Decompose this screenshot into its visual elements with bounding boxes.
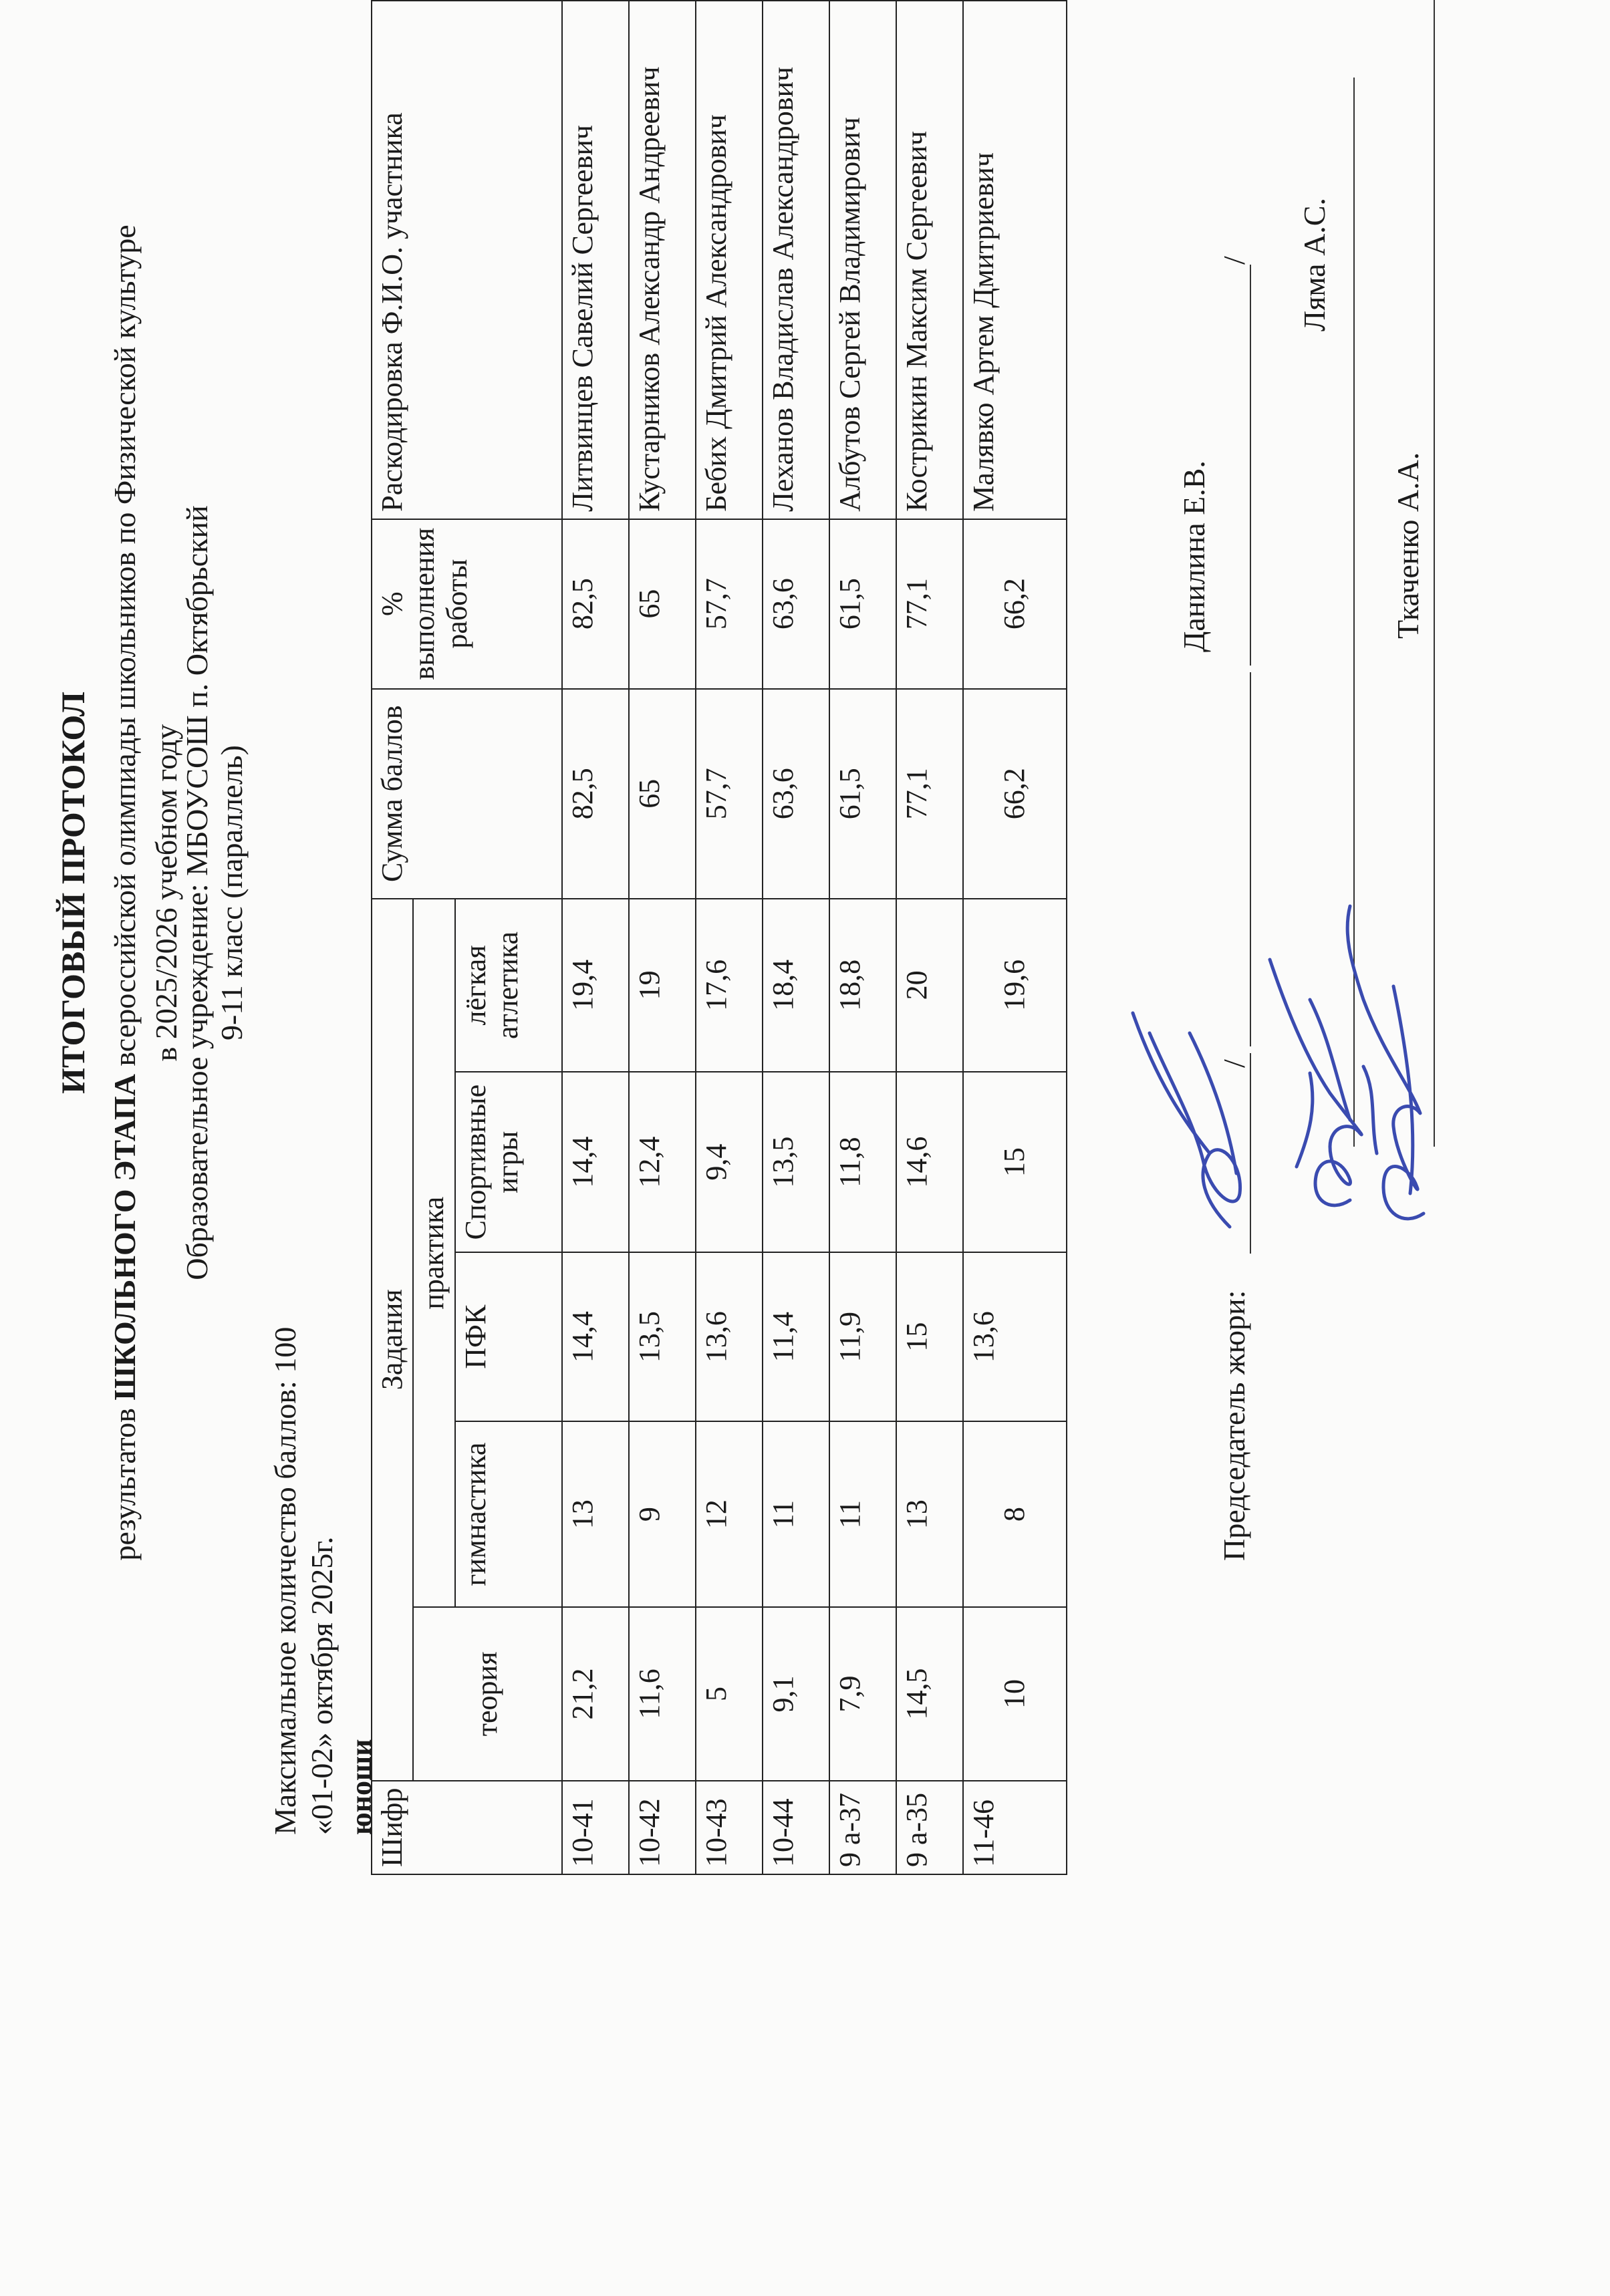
- header-participant-name: Раскодировка Ф.И.О. участника: [372, 1, 562, 519]
- row-percent: 65: [629, 519, 696, 689]
- row-sport-games: 14,6: [896, 1072, 963, 1253]
- table-row: [896, 1, 963, 1874]
- table-row: [829, 1, 896, 1874]
- row-participant-name: Кострикин Максим Сергеевич: [896, 1, 963, 519]
- stage-name: ШКОЛЬНОГО ЭТАПА: [108, 1074, 142, 1401]
- row-pfk: 14,4: [562, 1252, 629, 1421]
- header-gymnastics: гимнастика: [455, 1421, 562, 1607]
- row-theory: 10: [963, 1607, 1067, 1780]
- row-participant-name: Малявко Артем Дмитриевич: [963, 1, 1067, 519]
- jury-chair-label: Председатель жюри:: [1217, 1290, 1251, 1561]
- row-pfk: 11,9: [829, 1252, 896, 1421]
- row-percent: 77,1: [896, 519, 963, 689]
- row-athletics: 19: [629, 899, 696, 1072]
- olympiad-date: «01-02» октября 2025г.: [305, 1536, 339, 1835]
- row-theory: 5: [696, 1607, 763, 1780]
- header-athletics: лёгкая атлетика: [455, 899, 562, 1072]
- institution: Образовательное учреждение: МБОУСОШ п. Октябрьский: [180, 505, 214, 1280]
- row-athletics: 19,4: [562, 899, 629, 1072]
- row-percent: 82,5: [562, 519, 629, 689]
- handwritten-signatures: [1129, 652, 1437, 1254]
- row-cipher: 10-41: [562, 1781, 629, 1874]
- row-gymnastics: 11: [829, 1421, 896, 1607]
- subtitle-line: [107, 158, 142, 1628]
- header-tasks: Задания: [372, 899, 413, 1781]
- row-gymnastics: 13: [896, 1421, 963, 1607]
- header-pfk: ПФК: [455, 1252, 562, 1421]
- row-pfk: 15: [896, 1252, 963, 1421]
- row-cipher: 10-42: [629, 1781, 696, 1874]
- row-athletics: 18,8: [829, 899, 896, 1072]
- row-gymnastics: 8: [963, 1421, 1067, 1607]
- row-gymnastics: 9: [629, 1421, 696, 1607]
- row-percent: 61,5: [829, 519, 896, 689]
- row-gymnastics: 12: [696, 1421, 763, 1607]
- row-cipher: 10-44: [763, 1781, 829, 1874]
- row-pfk: 13,6: [696, 1252, 763, 1421]
- header-practice: практика: [413, 899, 454, 1607]
- document-title: ИТОГОВЫЙ ПРОТОКОЛ: [54, 691, 92, 1095]
- row-participant-name: Литвинцев Савелий Сергеевич: [562, 1, 629, 519]
- row-sport-games: 12,4: [629, 1072, 696, 1253]
- jury-chair-name: Данилина Е.В.: [1177, 460, 1211, 652]
- row-cipher: 9 а-37: [829, 1781, 896, 1874]
- header-percent: % выполнения работы: [372, 519, 562, 689]
- grade-range: 9-11 класс (параллель): [215, 745, 249, 1040]
- row-participant-name: Албутов Сергей Владимирович: [829, 1, 896, 519]
- signature-line: [1250, 265, 1251, 666]
- row-athletics: 17,6: [696, 899, 763, 1072]
- table-row: [963, 1, 1067, 1874]
- row-sport-games: 9,4: [696, 1072, 763, 1253]
- row-sport-games: 13,5: [763, 1072, 829, 1253]
- row-total: 61,5: [829, 689, 896, 899]
- row-percent: 63,6: [763, 519, 829, 689]
- row-participant-name: Леханов Владислав Александрович: [763, 1, 829, 519]
- member1-signature: [1270, 960, 1361, 1205]
- header-theory: теория: [413, 1607, 561, 1780]
- row-athletics: 19,6: [963, 899, 1067, 1072]
- jury-member-name: Ляма А.С.: [1297, 198, 1331, 331]
- table-row: [763, 1, 829, 1874]
- jury-member-name: Ткаченко А.А.: [1391, 452, 1425, 639]
- row-participant-name: Кустарников Александр Андреевич: [629, 1, 696, 519]
- row-sport-games: 11,8: [829, 1072, 896, 1253]
- member2-signature: [1347, 906, 1424, 1219]
- row-total: 77,1: [896, 689, 963, 899]
- row-cipher: 11-46: [963, 1781, 1067, 1874]
- row-gymnastics: 11: [763, 1421, 829, 1607]
- row-total: 65: [629, 689, 696, 899]
- row-total: 82,5: [562, 689, 629, 899]
- academic-year: в 2025/2026 учебном году: [149, 724, 183, 1062]
- table-row: [629, 1, 696, 1874]
- row-theory: 11,6: [629, 1607, 696, 1780]
- row-percent: 57,7: [696, 519, 763, 689]
- table-row: [696, 1, 763, 1874]
- row-pfk: 11,4: [763, 1252, 829, 1421]
- row-athletics: 18,4: [763, 899, 829, 1072]
- max-points: Максимальное количество баллов: 100: [268, 1326, 302, 1835]
- row-participant-name: Бебих Дмитрий Александрович: [696, 1, 763, 519]
- row-athletics: 20: [896, 899, 963, 1072]
- results-table: [371, 0, 1067, 1875]
- row-pfk: 13,5: [629, 1252, 696, 1421]
- row-sport-games: 15: [963, 1072, 1067, 1253]
- row-theory: 21,2: [562, 1607, 629, 1780]
- row-cipher: 9 а-35: [896, 1781, 963, 1874]
- header-total: Сумма баллов: [372, 689, 562, 899]
- table-row: [562, 1, 629, 1874]
- row-gymnastics: 13: [562, 1421, 629, 1607]
- row-theory: 7,9: [829, 1607, 896, 1780]
- subtitle-prefix: результатов: [108, 1408, 142, 1561]
- row-cipher: 10-43: [696, 1781, 763, 1874]
- subtitle-suffix: всероссийской олимпиады школьников по Физической культуре: [108, 225, 142, 1066]
- separator-slash: /: [1217, 256, 1251, 265]
- row-total: 63,6: [763, 689, 829, 899]
- row-theory: 14,5: [896, 1607, 963, 1780]
- row-total: 66,2: [963, 689, 1067, 899]
- gender-category: юноши: [345, 1739, 378, 1835]
- row-total: 57,7: [696, 689, 763, 899]
- row-percent: 66,2: [963, 519, 1067, 689]
- separator-slash: /: [1217, 1059, 1251, 1068]
- row-sport-games: 14,4: [562, 1072, 629, 1253]
- row-theory: 9,1: [763, 1607, 829, 1780]
- header-sport-games: Спортивные игры: [455, 1072, 562, 1253]
- chair-signature: [1133, 1013, 1240, 1227]
- header-cipher: Шифр: [372, 1781, 562, 1874]
- row-pfk: 13,6: [963, 1252, 1067, 1421]
